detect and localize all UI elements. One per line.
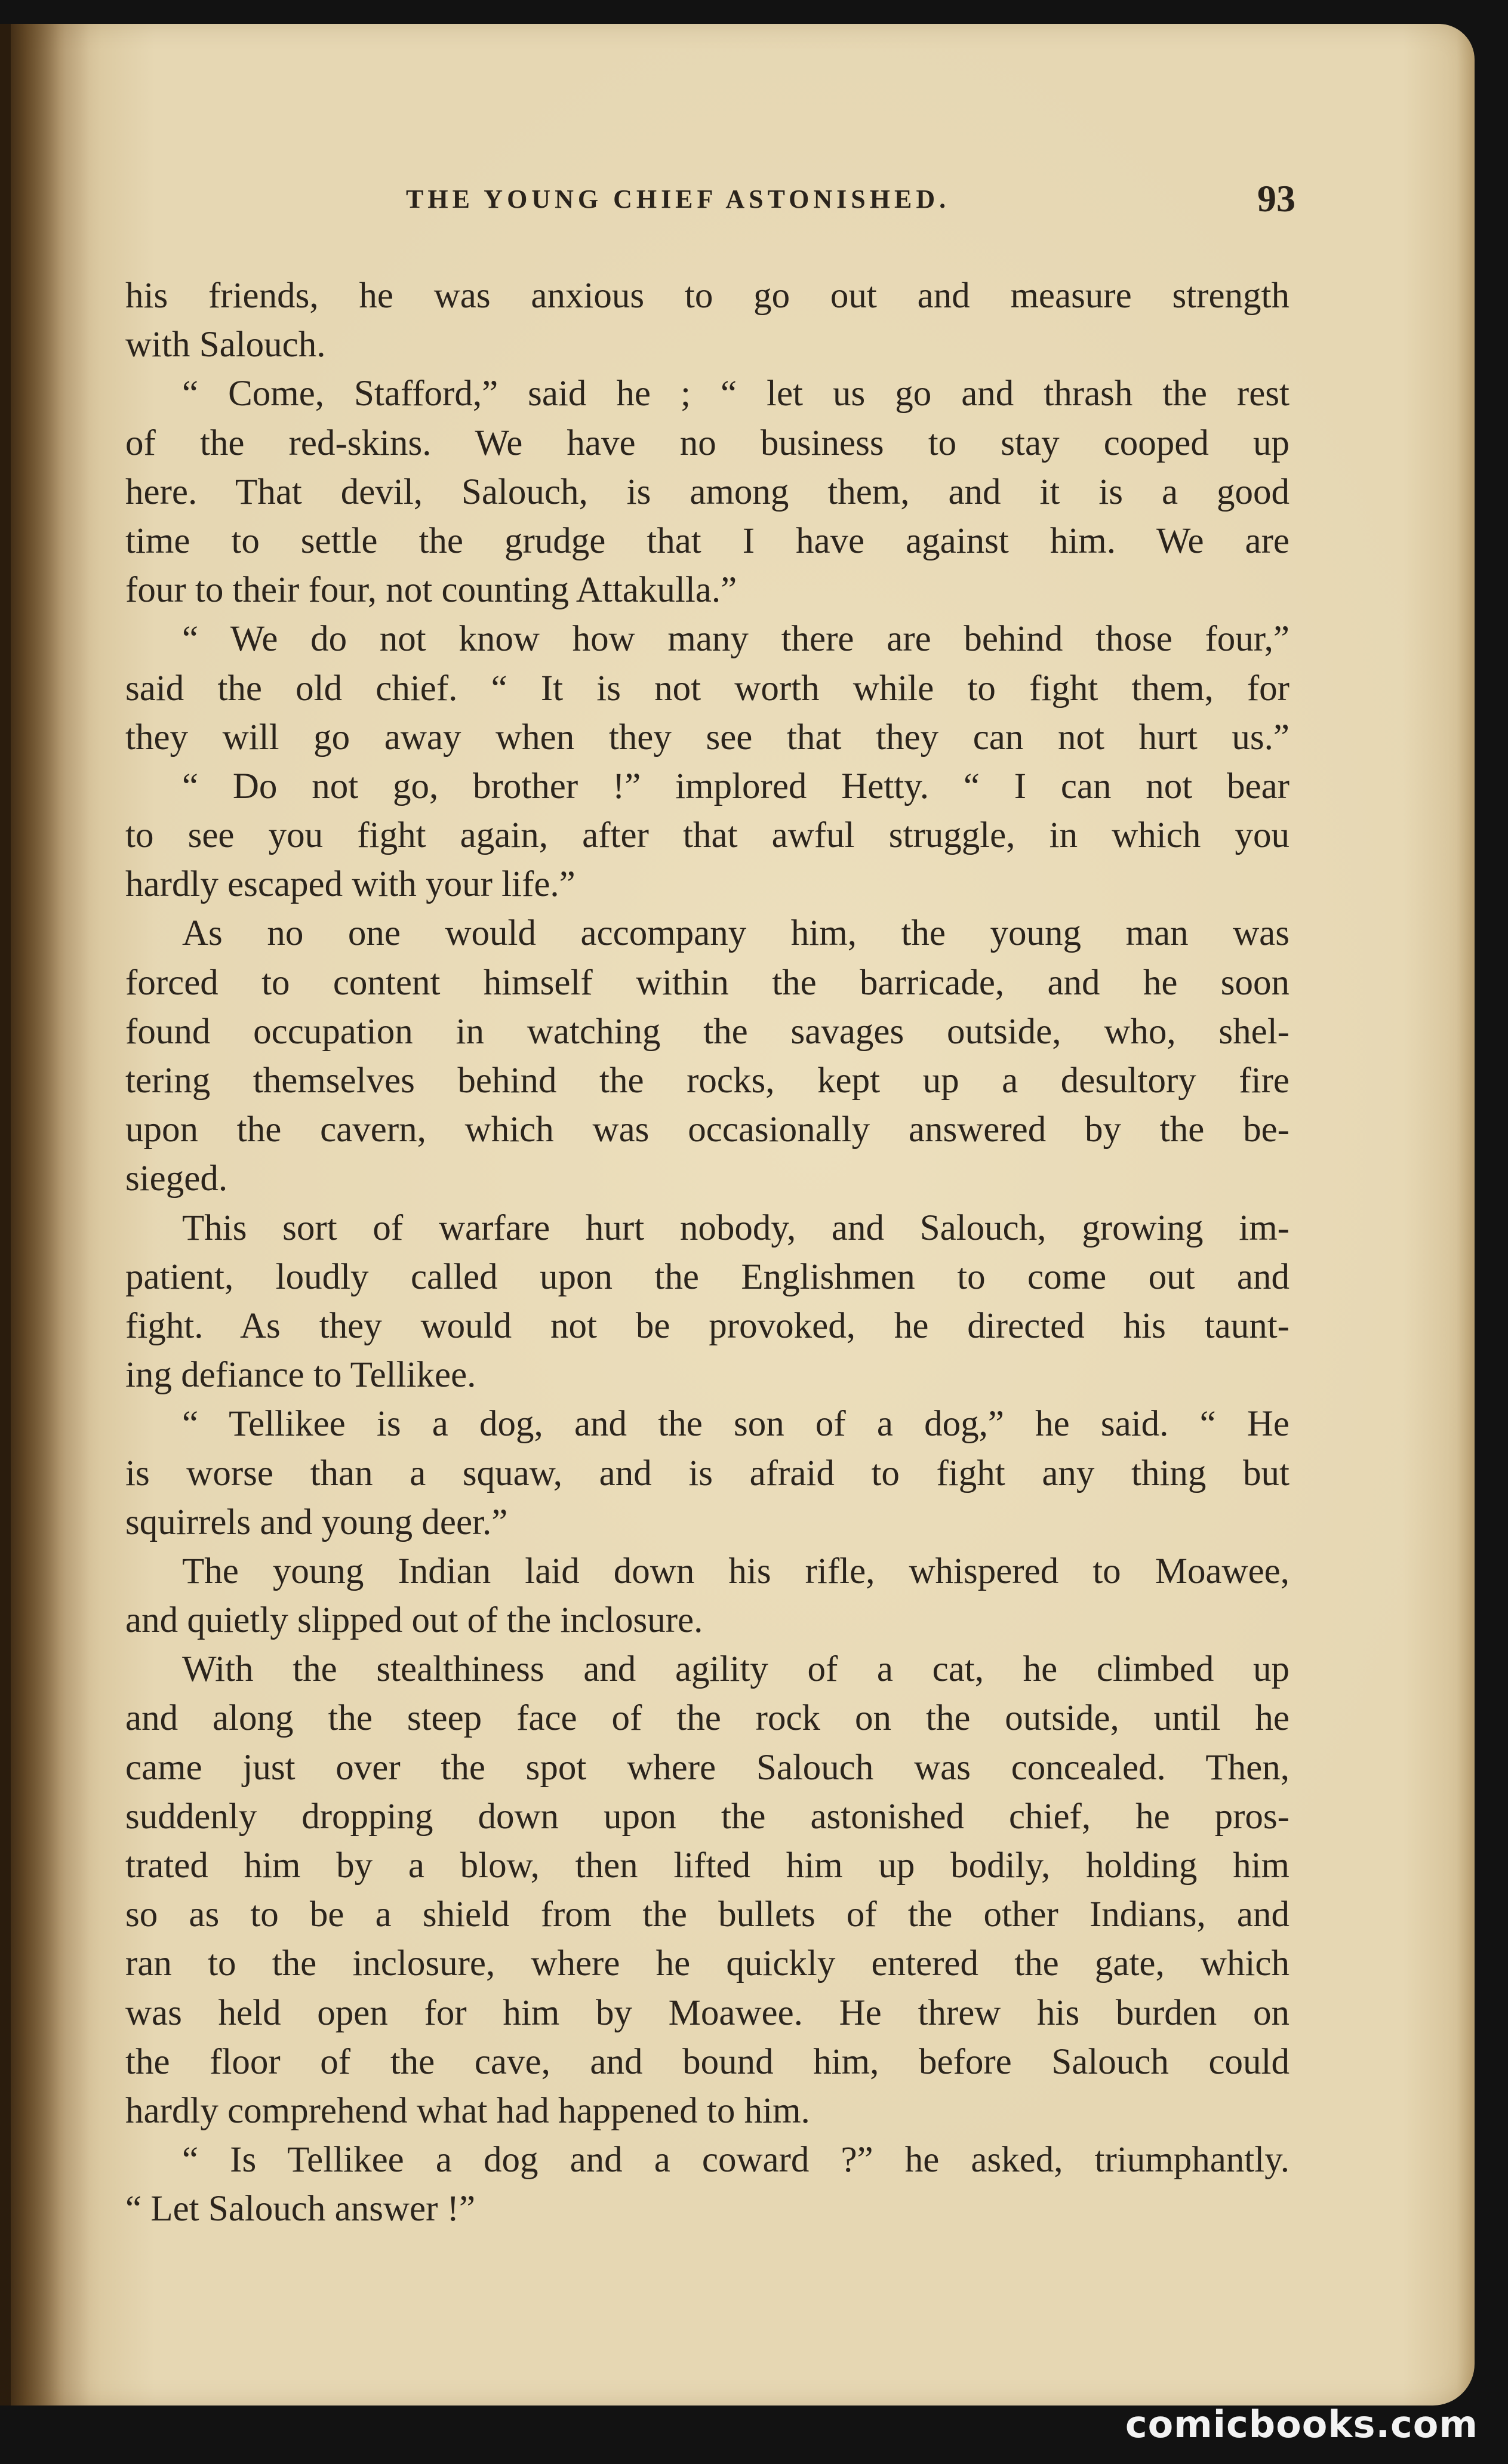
text-line: is worse than a squaw, and is afraid to fight any thing but: [125, 1453, 1290, 1493]
text-line: ran to the inclosure, where he quickly entered the gate, which: [125, 1944, 1290, 1984]
text-line: “ Do not go, brother !” implored Hetty. “ I can not bear: [182, 766, 1290, 806]
text-line: hardly comprehend what had happened to him.: [125, 2090, 810, 2131]
text-line: tering themselves behind the rocks, kept up a desultory fire: [125, 1061, 1290, 1101]
text-line: squirrels and young deer.”: [125, 1502, 508, 1542]
text-line: his friends, he was anxious to go out and measure strength: [125, 276, 1290, 316]
text-line: “ Is Tellikee a dog and a coward ?” he asked, triumphantly.: [182, 2140, 1290, 2180]
text-line: “ Tellikee is a dog, and the son of a dog,” he said. “ He: [182, 1404, 1290, 1444]
text-line: with Salouch.: [125, 325, 326, 365]
running-head: [131, 177, 1295, 230]
body-text: [125, 272, 1290, 2234]
text-line: four to their four, not counting Attakulla.”: [125, 570, 737, 611]
text-line: to see you fight again, after that awful struggle, in which you: [125, 815, 1290, 856]
text-line: and along the steep face of the rock on the outside, until he: [125, 1698, 1290, 1739]
text-line: This sort of warfare hurt nobody, and Salouch, growing im-: [182, 1208, 1290, 1248]
text-line: With the stealthiness and agility of a cat, he climbed up: [182, 1649, 1290, 1690]
text-line: of the red-skins. We have no business to stay cooped up: [125, 423, 1290, 463]
text-line: fight. As they would not be provoked, he directed his taunt-: [125, 1305, 1290, 1346]
text-line: time to settle the grudge that I have against him. We are: [125, 520, 1290, 561]
text-line: said the old chief. “ It is not worth while to fight them, for: [125, 668, 1290, 709]
watermark: comicbooks.com: [1125, 2403, 1478, 2446]
text-line: ing defiance to Tellikee.: [125, 1355, 476, 1396]
text-line: was held open for him by Moawee. He threw his burden on: [125, 1992, 1290, 2033]
text-line: patient, loudly called upon the Englishmen to come out and: [125, 1256, 1290, 1297]
text-line: hardly escaped with your life.”: [125, 864, 575, 905]
text-line: “ Let Salouch answer !”: [125, 2189, 476, 2229]
running-title: THE YOUNG CHIEF ASTONISHED.: [406, 184, 950, 214]
text-line: here. That devil, Salouch, is among them, and it is a good: [125, 472, 1290, 512]
text-line: upon the cavern, which was occasionally answered by the be-: [125, 1110, 1290, 1150]
text-line: As no one would accompany him, the young man was: [182, 913, 1290, 954]
text-line: they will go away when they see that they can not hurt us.”: [125, 717, 1290, 757]
text-line: so as to be a shield from the bullets of the other Indians, and: [125, 1895, 1290, 1935]
text-line: sieged.: [125, 1159, 228, 1199]
text-line: the floor of the cave, and bound him, before Salouch could: [125, 2041, 1290, 2082]
spine-shadow: [0, 24, 90, 2406]
text-line: came just over the spot where Salouch was concealed. Then,: [125, 1747, 1290, 1788]
text-line: trated him by a blow, then lifted him up bodily, holding him: [125, 1846, 1290, 1886]
text-line: “ Come, Stafford,” said he ; “ let us go and thrash the rest: [182, 374, 1290, 414]
page-number: 93: [1257, 177, 1295, 220]
text-line: suddenly dropping down upon the astonished chief, he pros-: [125, 1796, 1290, 1837]
text-line: forced to content himself within the barricade, and he soon: [125, 962, 1290, 1003]
text-line: The young Indian laid down his rifle, whispered to Moawee,: [182, 1551, 1290, 1591]
left-page-edge: [0, 24, 11, 2406]
text-line: and quietly slipped out of the inclosure.: [125, 1600, 703, 1641]
text-line: “ We do not know how many there are behind those four,”: [182, 619, 1290, 660]
text-line: found occupation in watching the savages outside, who, shel-: [125, 1011, 1290, 1052]
